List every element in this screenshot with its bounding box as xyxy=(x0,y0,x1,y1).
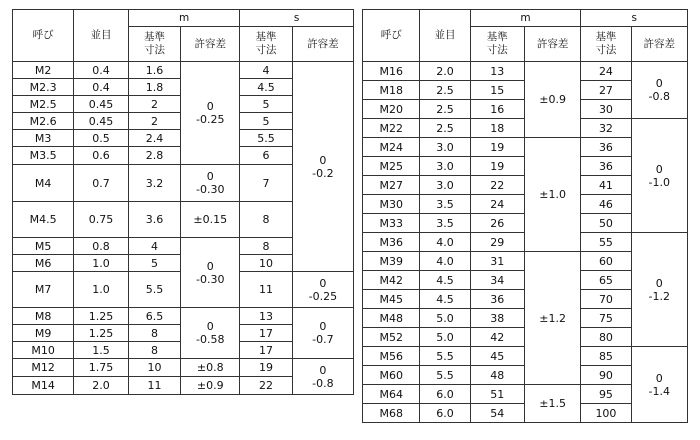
s-basic-cell: 19 xyxy=(240,359,292,377)
pitch-cell: 4.0 xyxy=(420,233,470,252)
s-basic-cell: 70 xyxy=(581,290,631,309)
pitch-cell: 2.0 xyxy=(74,377,129,395)
s-basic-cell: 75 xyxy=(581,309,631,328)
size-cell: M24 xyxy=(363,138,420,157)
s-basic-cell: 4 xyxy=(240,62,292,79)
m-basic-cell: 38 xyxy=(470,309,524,328)
header-m: m xyxy=(470,10,581,27)
size-cell: M30 xyxy=(363,195,420,214)
header-m-tolerance: 許容差 xyxy=(524,27,580,62)
m-basic-cell: 11 xyxy=(128,377,180,395)
size-cell: M9 xyxy=(13,325,74,342)
header-s-tolerance: 許容差 xyxy=(631,27,687,62)
pitch-cell: 1.25 xyxy=(74,308,129,325)
pitch-cell: 1.0 xyxy=(74,272,129,308)
s-tolerance-cell: 0 -0.8 xyxy=(631,62,687,119)
m-basic-cell: 16 xyxy=(470,100,524,119)
size-cell: M2.6 xyxy=(13,113,74,130)
m-tolerance-cell: 0 -0.58 xyxy=(181,308,240,359)
m-basic-cell: 1.8 xyxy=(128,79,180,96)
pitch-cell: 0.6 xyxy=(74,147,129,165)
s-basic-cell: 5.5 xyxy=(240,130,292,147)
s-basic-cell: 50 xyxy=(581,214,631,233)
size-cell: M64 xyxy=(363,385,420,404)
m-basic-cell: 19 xyxy=(470,138,524,157)
pitch-cell: 5.0 xyxy=(420,328,470,347)
s-basic-cell: 5 xyxy=(240,113,292,130)
header-m-basic: 基準 寸法 xyxy=(470,27,524,62)
s-basic-cell: 13 xyxy=(240,308,292,325)
s-basic-cell: 100 xyxy=(581,404,631,423)
size-cell: M25 xyxy=(363,157,420,176)
pitch-cell: 1.75 xyxy=(74,359,129,377)
header-s-tolerance: 許容差 xyxy=(292,27,353,62)
s-basic-cell: 36 xyxy=(581,138,631,157)
s-basic-cell: 7 xyxy=(240,165,292,202)
pitch-cell: 0.4 xyxy=(74,79,129,96)
m-basic-cell: 26 xyxy=(470,214,524,233)
size-cell: M22 xyxy=(363,119,420,138)
size-cell: M60 xyxy=(363,366,420,385)
header-pitch: 並目 xyxy=(74,10,129,62)
header-size: 呼び xyxy=(13,10,74,62)
size-cell: M52 xyxy=(363,328,420,347)
s-tolerance-cell: 0 -1.0 xyxy=(631,119,687,233)
m-basic-cell: 13 xyxy=(470,62,524,81)
size-cell: M10 xyxy=(13,342,74,359)
pitch-cell: 0.45 xyxy=(74,113,129,130)
size-cell: M3 xyxy=(13,130,74,147)
s-basic-cell: 17 xyxy=(240,342,292,359)
size-cell: M3.5 xyxy=(13,147,74,165)
m-basic-cell: 19 xyxy=(470,157,524,176)
s-basic-cell: 24 xyxy=(581,62,631,81)
header-s: s xyxy=(581,10,688,27)
m-basic-cell: 8 xyxy=(128,325,180,342)
size-cell: M16 xyxy=(363,62,420,81)
m-basic-cell: 8 xyxy=(128,342,180,359)
m-basic-cell: 36 xyxy=(470,290,524,309)
pitch-cell: 1.0 xyxy=(74,255,129,272)
header-m: m xyxy=(128,10,239,27)
m-basic-cell: 15 xyxy=(470,81,524,100)
pitch-cell: 0.7 xyxy=(74,165,129,202)
m-basic-cell: 45 xyxy=(470,347,524,366)
header-s-basic: 基準 寸法 xyxy=(581,27,631,62)
size-cell: M48 xyxy=(363,309,420,328)
size-cell: M4 xyxy=(13,165,74,202)
m-basic-cell: 29 xyxy=(470,233,524,252)
m-basic-cell: 24 xyxy=(470,195,524,214)
s-basic-cell: 30 xyxy=(581,100,631,119)
m-basic-cell: 2.8 xyxy=(128,147,180,165)
m-basic-cell: 10 xyxy=(128,359,180,377)
s-basic-cell: 5 xyxy=(240,96,292,113)
s-basic-cell: 8 xyxy=(240,202,292,238)
pitch-cell: 1.5 xyxy=(74,342,129,359)
s-basic-cell: 11 xyxy=(240,272,292,308)
m-tolerance-cell: 0 -0.30 xyxy=(181,238,240,308)
s-basic-cell: 36 xyxy=(581,157,631,176)
s-tolerance-cell: 0 -1.4 xyxy=(631,347,687,423)
size-cell: M14 xyxy=(13,377,74,395)
m-basic-cell: 3.2 xyxy=(128,165,180,202)
size-cell: M12 xyxy=(13,359,74,377)
pitch-cell: 0.45 xyxy=(74,96,129,113)
pitch-cell: 5.5 xyxy=(420,347,470,366)
m-basic-cell: 48 xyxy=(470,366,524,385)
pitch-cell: 4.0 xyxy=(420,252,470,271)
pitch-cell: 0.75 xyxy=(74,202,129,238)
s-basic-cell: 17 xyxy=(240,325,292,342)
pitch-cell: 3.5 xyxy=(420,214,470,233)
s-basic-cell: 80 xyxy=(581,328,631,347)
table-row xyxy=(13,359,354,377)
pitch-cell: 2.5 xyxy=(420,81,470,100)
m-tolerance-cell: ±1.2 xyxy=(524,252,580,385)
m-basic-cell: 22 xyxy=(470,176,524,195)
m-basic-cell: 4 xyxy=(128,238,180,255)
size-cell: M18 xyxy=(363,81,420,100)
header-m-tolerance: 許容差 xyxy=(181,27,240,62)
pitch-cell: 2.0 xyxy=(420,62,470,81)
header-s: s xyxy=(240,10,354,27)
table-row xyxy=(363,62,688,81)
size-cell: M36 xyxy=(363,233,420,252)
size-cell: M6 xyxy=(13,255,74,272)
m-tolerance-cell: ±1.0 xyxy=(524,138,580,252)
pitch-cell: 2.5 xyxy=(420,119,470,138)
s-basic-cell: 46 xyxy=(581,195,631,214)
s-basic-cell: 90 xyxy=(581,366,631,385)
s-basic-cell: 41 xyxy=(581,176,631,195)
pitch-cell: 5.5 xyxy=(420,366,470,385)
size-cell: M20 xyxy=(363,100,420,119)
table-row xyxy=(13,62,354,79)
m-tolerance-cell: ±1.5 xyxy=(524,385,580,423)
size-cell: M2 xyxy=(13,62,74,79)
s-basic-cell: 95 xyxy=(581,385,631,404)
pitch-cell: 0.8 xyxy=(74,238,129,255)
s-basic-cell: 22 xyxy=(240,377,292,395)
pitch-cell: 6.0 xyxy=(420,404,470,423)
m-tolerance-cell: ±0.15 xyxy=(181,202,240,238)
size-cell: M27 xyxy=(363,176,420,195)
m-basic-cell: 31 xyxy=(470,252,524,271)
s-basic-cell: 60 xyxy=(581,252,631,271)
size-cell: M5 xyxy=(13,238,74,255)
pitch-cell: 3.0 xyxy=(420,138,470,157)
pitch-cell: 5.0 xyxy=(420,309,470,328)
left-spec-table xyxy=(12,9,354,395)
size-cell: M33 xyxy=(363,214,420,233)
m-basic-cell: 3.6 xyxy=(128,202,180,238)
size-cell: M45 xyxy=(363,290,420,309)
size-cell: M68 xyxy=(363,404,420,423)
s-basic-cell: 27 xyxy=(581,81,631,100)
size-cell: M4.5 xyxy=(13,202,74,238)
pitch-cell: 0.4 xyxy=(74,62,129,79)
m-basic-cell: 18 xyxy=(470,119,524,138)
s-tolerance-cell: 0 -0.7 xyxy=(292,308,353,359)
size-cell: M7 xyxy=(13,272,74,308)
pitch-cell: 3.0 xyxy=(420,157,470,176)
pitch-cell: 4.5 xyxy=(420,290,470,309)
s-basic-cell: 65 xyxy=(581,271,631,290)
header-size: 呼び xyxy=(363,10,420,62)
m-basic-cell: 5.5 xyxy=(128,272,180,308)
size-cell: M8 xyxy=(13,308,74,325)
s-tolerance-cell: 0 -0.25 xyxy=(292,272,353,308)
s-basic-cell: 32 xyxy=(581,119,631,138)
pitch-cell: 1.25 xyxy=(74,325,129,342)
pitch-cell: 3.5 xyxy=(420,195,470,214)
m-basic-cell: 34 xyxy=(470,271,524,290)
s-tolerance-cell: 0 -0.2 xyxy=(292,62,353,272)
size-cell: M2.5 xyxy=(13,96,74,113)
s-basic-cell: 55 xyxy=(581,233,631,252)
size-cell: M42 xyxy=(363,271,420,290)
size-cell: M2.3 xyxy=(13,79,74,96)
s-basic-cell: 8 xyxy=(240,238,292,255)
s-basic-cell: 6 xyxy=(240,147,292,165)
size-cell: M56 xyxy=(363,347,420,366)
header-s-basic: 基準 寸法 xyxy=(240,27,292,62)
right-spec-table xyxy=(362,9,688,423)
header-pitch: 並目 xyxy=(420,10,470,62)
s-tolerance-cell: 0 -0.8 xyxy=(292,359,353,395)
pitch-cell: 2.5 xyxy=(420,100,470,119)
table-row xyxy=(13,308,354,325)
m-basic-cell: 1.6 xyxy=(128,62,180,79)
m-tolerance-cell: ±0.8 xyxy=(181,359,240,377)
m-tolerance-cell: 0 -0.25 xyxy=(181,62,240,165)
m-basic-cell: 2 xyxy=(128,96,180,113)
m-basic-cell: 2 xyxy=(128,113,180,130)
m-tolerance-cell: ±0.9 xyxy=(524,62,580,138)
pitch-cell: 6.0 xyxy=(420,385,470,404)
pitch-cell: 4.5 xyxy=(420,271,470,290)
m-basic-cell: 2.4 xyxy=(128,130,180,147)
m-basic-cell: 5 xyxy=(128,255,180,272)
pitch-cell: 0.5 xyxy=(74,130,129,147)
s-basic-cell: 10 xyxy=(240,255,292,272)
size-cell: M39 xyxy=(363,252,420,271)
m-basic-cell: 54 xyxy=(470,404,524,423)
m-basic-cell: 51 xyxy=(470,385,524,404)
s-tolerance-cell: 0 -1.2 xyxy=(631,233,687,347)
pitch-cell: 3.0 xyxy=(420,176,470,195)
s-basic-cell: 4.5 xyxy=(240,79,292,96)
header-m-basic: 基準 寸法 xyxy=(128,27,180,62)
s-basic-cell: 85 xyxy=(581,347,631,366)
m-basic-cell: 6.5 xyxy=(128,308,180,325)
m-tolerance-cell: 0 -0.30 xyxy=(181,165,240,202)
m-tolerance-cell: ±0.9 xyxy=(181,377,240,395)
m-basic-cell: 42 xyxy=(470,328,524,347)
